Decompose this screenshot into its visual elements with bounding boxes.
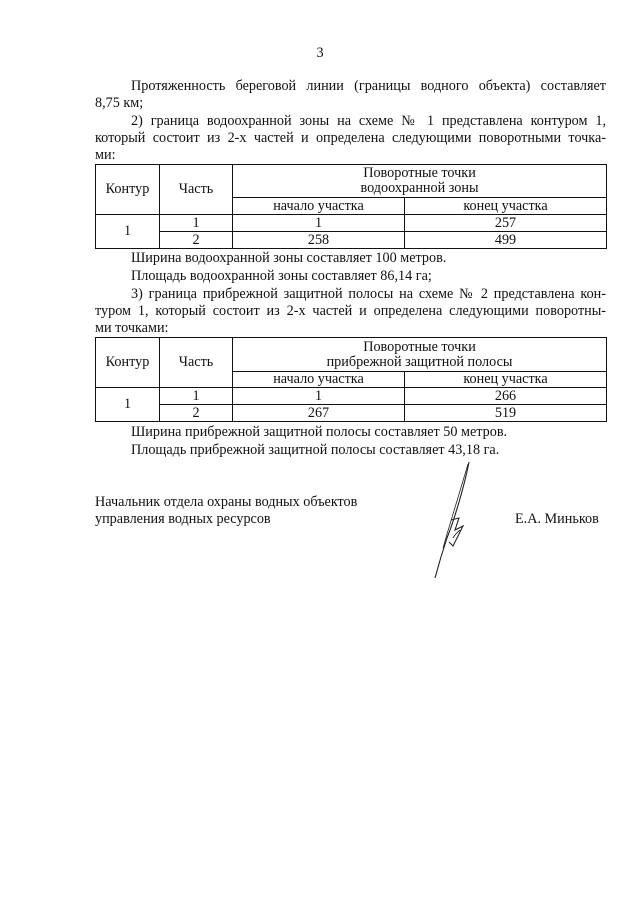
- turning-points-table-coastal-strip: [95, 337, 607, 422]
- signatory-name: Е.А. Миньков: [515, 511, 599, 527]
- table-row: [96, 232, 607, 249]
- header-contour: Контур: [96, 338, 160, 388]
- cell-end: 499: [405, 232, 607, 249]
- paragraph-line: ми точками:: [95, 320, 169, 336]
- header-end: конец участка: [405, 372, 607, 388]
- paragraph-line: 2) граница водоохранной зоны на схеме № 1 представлена контуром 1,: [131, 113, 606, 129]
- header-turning-points: Поворотные точки водоохранной зоны: [233, 165, 607, 198]
- cell-end: 519: [405, 405, 607, 422]
- table-row: [96, 405, 607, 422]
- turning-points-table-water-protection: [95, 164, 607, 249]
- cell-contour: 1: [96, 215, 160, 249]
- table-row: [96, 388, 607, 405]
- signatory-title: Начальник отдела охраны водных объектов: [95, 494, 358, 510]
- paragraph-line: ми:: [95, 147, 116, 163]
- header-start: начало участка: [233, 372, 405, 388]
- cell-start: 1: [233, 215, 405, 232]
- cell-part: 2: [160, 405, 233, 422]
- cell-end: 257: [405, 215, 607, 232]
- paragraph-line: 8,75 км;: [95, 95, 144, 111]
- zone-width-text: Ширина водоохранной зоны составляет 100 метров.: [131, 250, 447, 266]
- strip-area-text: Площадь прибрежной защитной полосы составляет 43,18 га.: [131, 442, 500, 458]
- header-part: Часть: [160, 165, 233, 215]
- paragraph-line: туром 1, который состоит из 2-х частей и определена следующими поворотны-: [95, 303, 606, 319]
- cell-contour: 1: [96, 388, 160, 422]
- header-start: начало участка: [233, 198, 405, 215]
- paragraph-line: 3) граница прибрежной защитной полосы на схеме № 2 представлена кон-: [131, 286, 606, 302]
- cell-start: 1: [233, 388, 405, 405]
- paragraph-line: который состоит из 2-х частей и определена следующими поворотными точка-: [95, 130, 606, 146]
- cell-part: 1: [160, 215, 233, 232]
- strip-width-text: Ширина прибрежной защитной полосы составляет 50 метров.: [131, 424, 508, 440]
- zone-area-text: Площадь водоохранной зоны составляет 86,14 га;: [131, 268, 432, 284]
- cell-part: 1: [160, 388, 233, 405]
- page-number: 3: [316, 45, 324, 61]
- paragraph-line: Протяженность береговой линии (границы водного объекта) составляет: [131, 78, 606, 94]
- header-turning-points: Поворотные точки прибрежной защитной полосы: [233, 338, 607, 372]
- cell-start: 267: [233, 405, 405, 422]
- table-row: [96, 215, 607, 232]
- cell-part: 2: [160, 232, 233, 249]
- header-contour: Контур: [96, 165, 160, 215]
- cell-end: 266: [405, 388, 607, 405]
- cell-start: 258: [233, 232, 405, 249]
- header-end: конец участка: [405, 198, 607, 215]
- header-part: Часть: [160, 338, 233, 388]
- signatory-department: управления водных ресурсов: [95, 511, 271, 527]
